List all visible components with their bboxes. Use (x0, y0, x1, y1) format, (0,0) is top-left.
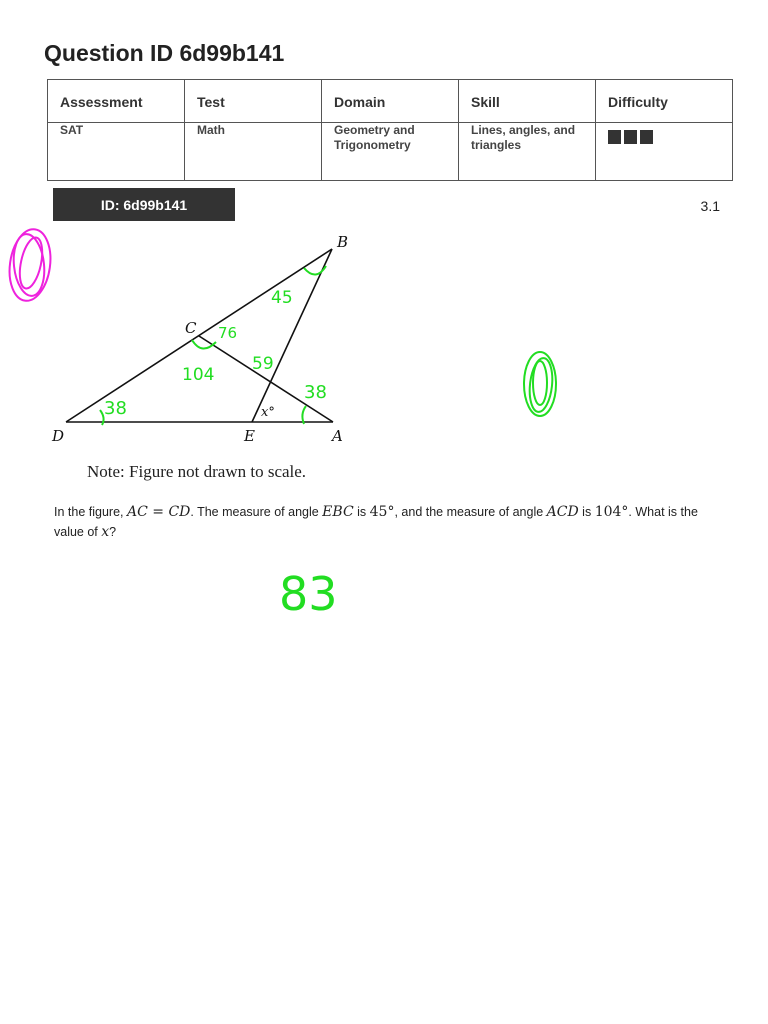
note-angle-B: 45 (271, 288, 293, 308)
vertex-label-C: C (185, 319, 197, 337)
value-difficulty (596, 123, 733, 181)
vertex-label-D: D (52, 427, 65, 445)
page-title: Question ID 6d99b141 (44, 40, 285, 66)
question-text: In the figure, AC = CD. The measure of angle EBC is 45°, and the measure of angle ACD is 104°. What is the value of x? (54, 504, 698, 540)
question-id-bar: ID: 6d99b141 (53, 188, 235, 221)
header-difficulty: Difficulty (596, 80, 733, 123)
note-angle-C-inner: 104 (182, 365, 215, 385)
note-answer: 83 (279, 567, 338, 621)
question-metadata-table (47, 79, 733, 181)
value-domain: Geometry and Trigonometry (322, 123, 459, 181)
header-assessment: Assessment (48, 80, 185, 123)
green-loop-3 (533, 361, 547, 405)
note-angle-A: 38 (304, 382, 327, 403)
green-loop-2 (527, 357, 555, 413)
vertex-label-A: A (332, 427, 343, 445)
vertex-label-E: E (244, 427, 255, 445)
header-skill: Skill (459, 80, 596, 123)
version-number: 3.1 (700, 198, 720, 214)
green-scribble (524, 352, 556, 416)
header-test: Test (185, 80, 322, 123)
header-domain: Domain (322, 80, 459, 123)
triangle-figure (0, 220, 420, 460)
value-assessment: SAT (48, 123, 185, 181)
value-skill: Lines, angles, and triangles (459, 123, 596, 181)
figure-lines (66, 249, 333, 422)
figure-note: Note: Figure not drawn to scale. (87, 462, 307, 481)
green-loop-1 (524, 352, 556, 416)
difficulty-bar (640, 130, 653, 144)
difficulty-bars (608, 130, 720, 144)
note-angle-mid: 59 (252, 354, 274, 374)
difficulty-bar (608, 130, 621, 144)
vertex-label-B: B (337, 233, 349, 251)
angle-label-x: x° (261, 405, 275, 420)
note-angle-D: 38 (104, 398, 127, 419)
value-test: Math (185, 123, 322, 181)
note-angle-C-top: 76 (218, 324, 238, 342)
difficulty-bar (624, 130, 637, 144)
